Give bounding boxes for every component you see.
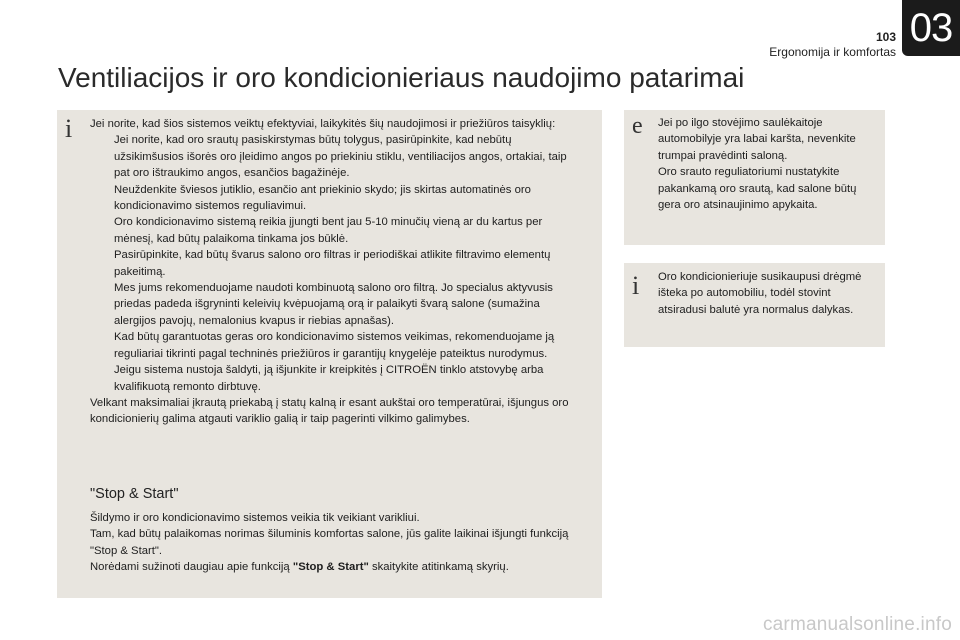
page-number: 103 — [875, 30, 896, 44]
chapter-title: Ergonomija ir komfortas — [769, 45, 896, 59]
list-item: Neuždenkite šviesos jutiklio, esančio ant priekinio skydo; jis skirtas automatinės oro kondicionavimo sistemos reguliavimui. — [114, 183, 531, 213]
stop-start-link-text: "Stop & Start" — [292, 561, 369, 574]
towing-note: Velkant maksimaliai įkrautą priekabą į statų kalną ir esant aukštai oro temperatūrai, išjungus oro kondicionierių galima atgauti variklio galią ir taip pagerinti vilkimo galimybes. — [90, 396, 569, 426]
side-text: Jei po ilgo stovėjimo saulėkaitoje automobilyje yra labai karšta, nevenkite trumpai pravėdinti saloną. — [658, 117, 856, 162]
stop-start-line: Tam, kad būtų palaikomas norimas šiluminis komfortas salone, jūs galite laikinai išjungti funkciją "Stop & Start". — [90, 528, 569, 557]
side-text: Oro srauto reguliatoriumi nustatykite pakankamą oro srautą, kad salone būtų gera oro atsinaujinimo apykaita. — [658, 166, 857, 212]
intro-text: Jei norite, kad šios sistemos veiktų efektyviai, laikykitės šių naudojimosi ir priežiūros taisyklių: — [90, 118, 556, 130]
list-item: Oro kondicionavimo sistemą reikia įjungti bent jau 5-10 minučių vieną ar du kartus per mėnesį, kad būtų palaikoma tinkama jos būklė. — [114, 216, 543, 245]
page-title: Ventiliacijos ir oro kondicionieriaus naudojimo patarimai — [58, 62, 745, 93]
stop-start-title: "Stop & Start" — [90, 486, 179, 502]
filter-note: Mes jums rekomenduojame naudoti kombinuotą salono oro filtrą. Jo specialus aktyvusis priedas padeda išgryninti keleivių kvėpuojamą orą ir palaikyti švarą salone (sumažina alergijos pavojų, nemalonius kvapus ir riebias apnašas). — [114, 282, 553, 327]
stop-start-section — [57, 486, 602, 598]
info-icon: i — [65, 114, 73, 143]
info-icon: i — [632, 271, 640, 300]
stop-start-line: Šildymo ir oro kondicionavimo sistemos veikia tik veikiant varikliui. — [90, 512, 420, 524]
eco-icon: e — [632, 113, 643, 139]
stop-start-line: Norėdami sužinoti daugiau apie funkciją "Stop & Start" skaitykite atitinkamą skyrių. — [90, 561, 509, 574]
list-item: Jeigu sistema nustoja šaldyti, ją išjunkite ir kreipkitės į CITROËN tinklo atstovybę arba kvalifikuotą remonto dirbtuvę. — [114, 364, 544, 393]
side-text: Oro kondicionieriuje susikaupusi drėgmė išteka po automobiliu, todėl stovint atsiradusi balutė yra normalus dalykas. — [658, 271, 862, 316]
list-item: Kad būtų garantuotas geras oro kondicionavimo sistemos veikimas, rekomenduojame ją reguliariai tikrinti pagal techninės priežiūros ir garantijų knygelėje pateiktus nurodymus. — [114, 331, 555, 360]
list-item: Jei norite, kad oro srautų pasiskirstymas būtų tolygus, pasirūpinkite, kad nebūtų užsikimšusios išorės oro įleidimo angos po priekiniu stiklu, ventiliacijos angos, ortakiai, taip pat oro ištraukimo angos, esančios bagažinėje. — [114, 134, 567, 180]
watermark: carmanualsonline.info — [762, 614, 952, 635]
list-item: Pasirūpinkite, kad būtų švarus salono oro filtras ir periodiškai atlikite filtravimo elementų pakeitimą. Mes jums rekomenduojame naudoti kombinuotą salono oro filtrą. Jo specialus aktyvusis priedas padeda išgryninti keleivių kvėpuojamą orą ir palaikyti švarą salone (sumažina alergijos pavojų, nemalonius kvapus ir riebias apnašas). — [114, 249, 553, 327]
side-box-eco — [624, 110, 885, 245]
chapter-tab: 03 — [902, 0, 960, 56]
side-box-info — [624, 263, 885, 347]
tips-list — [90, 132, 582, 395]
